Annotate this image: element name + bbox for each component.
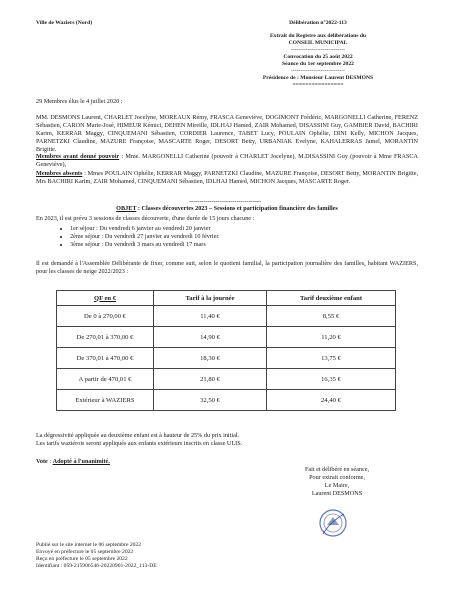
proxy-members: [36, 153, 418, 169]
request-paragraph: Il est demandé à l'Assemblée Délibérante de fixer, comme suit, selon le quotient familial, la participation journalière des familles, habitant WAZIERS, pour les classes de neige 2022/2023 :: [36, 260, 418, 275]
publication-line-1: Publié sur le site internet le 06 septembre 2022: [36, 542, 142, 548]
vote-line: [36, 458, 110, 466]
objet-line: [36, 205, 418, 213]
objet-label: OBJET: [116, 205, 137, 212]
list-item: • 2ème séjour : Du vendredi 27 janvier au vendredi 10 février.: [70, 233, 410, 241]
tarif-table: [56, 290, 396, 411]
table-cell: 21,80 €: [154, 369, 267, 390]
table-row: [57, 369, 396, 390]
table-cell: 13,75 €: [267, 348, 396, 369]
deliberation-number: Délibération n°2022-113: [289, 20, 347, 26]
absent-members: [36, 170, 418, 186]
table-row: [57, 306, 396, 327]
official-seal: [318, 508, 348, 538]
presidence: Présidence de : Monsieur Laurent DESMONS: [262, 75, 374, 81]
signature-line-2: Pour extrait conforme,: [309, 474, 365, 481]
publication-line-2: Envoyé en préfecture le 05 septembre 2022: [36, 549, 134, 555]
table-row: [57, 390, 396, 411]
publication-block: [36, 542, 157, 570]
seal-icon: [318, 508, 348, 538]
vote-label: Vote: [36, 458, 48, 465]
reference-block: [218, 20, 418, 89]
table-cell: De 0 à 270,00 €: [57, 306, 154, 327]
table-cell: Extérieur à WAZIERS: [57, 390, 154, 411]
table-cell: 14,90 €: [154, 327, 267, 348]
table-cell: 32,50 €: [154, 390, 267, 411]
table-cell: 16,35 €: [267, 369, 396, 390]
dashes-line: -----------------------------: [290, 47, 346, 53]
objet-text: : Classes découvertes 2023 – Sessions et participation financière des familles: [136, 205, 338, 212]
table-cell: 11,20 €: [267, 327, 396, 348]
separator-line: -----------------------------------: [188, 198, 262, 205]
equals-line: ================: [292, 82, 344, 88]
publication-identifier: Identifiant : 059-215906546-20220901-2022_113-DE: [36, 563, 157, 569]
present-members-list: MM. DESMONS Laurent, CHARLET Jocelyne, MOREAUX Rémy, FRASCA Geneviève, DOGIMONT Frédéric, MARGONELLI Catherine, FERENZ Sébastien, CARON Marie-José, HIMEUR Kémici, DEHEN Mireille, IDLHAJ Hamed, ZAIR Mohamed, DISASSINI Guy, GAMBIER David, BACHIRI Karim, KERRAR Maggy, CINQUEMANI Sébastien, CORDIER Laurence, TABET Lucy, POULAIN Ophélie, DINI Kelly, MICHON Jacques, PARNETZKI Claudine, MAZURE Françoise, MASCARTE Roger, DESORT Betty, URBANIAK Evelyne, KAHALERRAS Jamel, MORANTIN Brigitte.: [36, 114, 418, 153]
table-cell: De 370,01 à 470,00 €: [57, 348, 154, 369]
sejours-list: [60, 225, 410, 249]
absent-label: Membres absents: [36, 170, 83, 177]
degressivity-note: [36, 432, 418, 448]
signature-block: [272, 466, 402, 498]
proxy-label: Membres ayant donné pouvoir: [36, 153, 120, 160]
column-header-second-child: Tarif deuxième enfant: [267, 291, 396, 306]
table-cell: 18,30 €: [154, 348, 267, 369]
seance-date: Séance du 1er septembre 2022: [282, 61, 354, 67]
column-header-tarif: Tarif à la journée: [154, 291, 267, 306]
signature-line-1: Fait et délibéré en séance,: [304, 466, 370, 473]
table-row: [57, 327, 396, 348]
list-item: • 3ème séjour : Du vendredi 3 mars au vendredi 17 mars: [70, 241, 410, 249]
table-cell: 11,40 €: [154, 306, 267, 327]
intro-paragraph: En 2023, il est prévu 3 sessions de classes découverte, d'une durée de 15 jours chacune :: [36, 215, 255, 222]
absent-text: : Mmes POULAIN Ophélie, KERRAR Maggy, PARNETZKI Claudine, MAZURE Françoise, DESORT Betty, MORANTIN Brigitte, Mrs BACHIRI Karim, ZAIR Mohamed, CINQUEMANI Sébastien, IDLHAJ Hamed, MICHON Jacques, MASCARTE Roger.: [36, 170, 418, 185]
members-count: 29 Membres élus le 4 juillet 2020 :: [36, 98, 123, 105]
vote-separator: :: [47, 458, 53, 465]
signature-name: Laurent DESMONS: [311, 490, 363, 497]
table-cell: A partir de 470,01 €: [57, 369, 154, 390]
ulis-line: Les tarifs waziérois seront appliqués aux enfants extérieurs inscrits en classe ULIS.: [36, 440, 243, 447]
extract-line: Extrait du Registre aux délibérations du: [269, 33, 367, 39]
list-item: • 1er séjour : Du vendredi 6 janvier au vendredi 20 janvier: [70, 225, 410, 233]
degressivity-line: La dégressivité appliquée au deuxième enfant est à hauteur de 25% du prix initial.: [36, 432, 240, 439]
table-header-row: [57, 291, 396, 306]
column-header-qf: QF en €: [57, 291, 154, 306]
proxy-text: : Mme. MARGONELLI Catherine (pouvoir à CHARLET Jocelyne), M.DISASSINI Guy (pouvoir à Mme FRASCA Geneviève),: [36, 153, 419, 168]
dashes-line-2: -----------------------------: [290, 68, 346, 74]
table-cell: 8,55 €: [267, 306, 396, 327]
publication-line-3: Reçu en préfecture le 05 septembre 2022: [36, 556, 128, 562]
council-name: CONSEIL MUNICIPAL: [288, 40, 348, 46]
convocation-date: Convocation du 25 août 2022: [283, 54, 353, 60]
vote-result: Adopté à l'unanimité.: [52, 458, 110, 465]
signature-line-3: Le Maire,: [324, 482, 350, 489]
table-cell: 24,40 €: [267, 390, 396, 411]
table-row: [57, 348, 396, 369]
commune-name: Ville de Waziers (Nord): [36, 20, 93, 26]
table-cell: De 270,01 à 370,00 €: [57, 327, 154, 348]
